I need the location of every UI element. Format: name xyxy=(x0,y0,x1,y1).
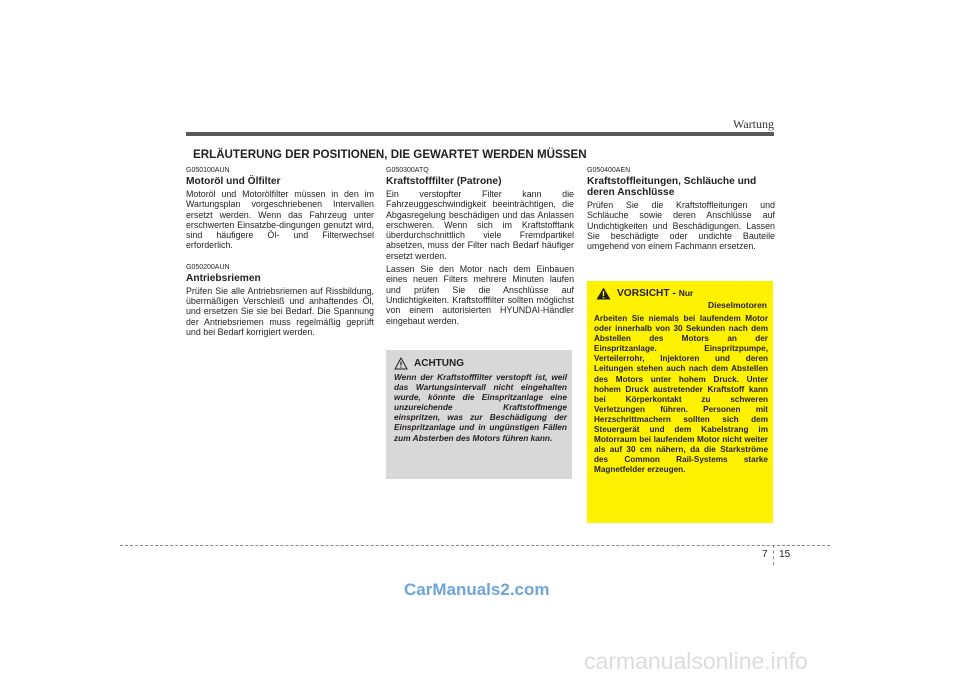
section-body-fuel-filter-2: Lassen Sie den Motor nach dem Einbauen eines neuen Filters mehrere Minuten laufen und prüfen Sie die Anschlüsse auf Undichtigkeiten. Kraftstofffilter sollten möglichst von einem autorisierten HYUNDAI-Händler eingebaut werden. xyxy=(386,264,574,326)
page-number xyxy=(762,549,790,560)
section-body-fuel-filter-1: Ein verstopfter Filter kann die Fahrzeuggeschwindigkeit beeinträchtigen, die Abgasregelung beschädigen und das Anlassen erschweren. Wenn sich im Kraftstofftank überdurchschnittlich viele Fremdpartikel absetzen, muss der Filter nach Bedarf häufiger ersetzt werden. xyxy=(386,189,574,261)
column-1 xyxy=(186,166,374,337)
warning-box xyxy=(587,281,773,523)
page-title: ERLÄUTERUNG DER POSITIONEN, DIE GEWARTET WERDEN MÜSSEN xyxy=(193,148,587,161)
footer-divider xyxy=(120,545,830,546)
chapter-number: 7 xyxy=(762,549,768,560)
caution-title: ACHTUNG xyxy=(414,358,464,369)
section-body-drive-belts: Prüfen Sie alle Antriebsriemen auf Rissbildung, übermäßigen Verschleiß und anhaftendes Öl, und ersetzen Sie sie bei Bedarf. Die Spannung der Antriebsriemen muss regelmäßig geprüft und bei Bedarf korrigiert werden. xyxy=(186,285,374,337)
section-body-engine-oil: Motoröl und Motorölfilter müssen in den im Wartungsplan vorgeschriebenen Intervallen ersetzt werden. Wenn das Fahrzeug unter erschwerten Einsatzbe-dingungen genutzt wird, sind häufigere Öl- und Filterwechsel erforderlich. xyxy=(186,189,374,251)
warning-subtitle: Dieselmotoren xyxy=(707,300,767,310)
caution-triangle-icon xyxy=(394,357,408,370)
section-heading-fuel-lines: Kraftstoffleitungen, Schläuche und deren Anschlüsse xyxy=(587,176,757,198)
caution-box xyxy=(386,350,572,479)
warning-title xyxy=(617,288,693,299)
header-rule xyxy=(186,132,774,136)
column-2 xyxy=(386,166,574,326)
watermark-carmanualsonline[interactable]: carmanualsonline.info xyxy=(584,648,808,674)
section-code: G050100AUN xyxy=(186,167,230,174)
warning-triangle-icon xyxy=(596,287,611,300)
section-code: G050200AUN xyxy=(186,263,230,271)
caution-body: Wenn der Kraftstofffilter verstopft ist, weil das Wartungsintervall nicht eingehalten wurde, könnte die Einspritzanlage eine unzureichende Kraftstoffmenge einspritzen, was zur Beschädigung der Einspritzanlage und in ungünstigen Fällen zum Absterben des Motors führen kann. xyxy=(394,372,567,443)
section-heading-engine-oil: Motoröl und Ölfilter xyxy=(186,176,281,187)
section-heading-drive-belts: Antriebsriemen xyxy=(186,272,261,284)
warning-title-main: VORSICHT - xyxy=(617,288,676,299)
warning-body: Arbeiten Sie niemals bei laufendem Motor oder innerhalb von 30 Sekunden nach dem Abstellen des Motors an der Einspritzanlage. Einspritzpumpe, Verteilerrohr, Injektoren und deren Leitungen stehen auch nach dem Abstellen des Motors unter hohem Druck. Unter hohem Druck austretender Kraftstoff kann bei Körperkontakt zu schweren Verletzungen führen. Personen mit Herzschrittmachern sollten sich dem Steuergerät und dem Kabelstrang im Motorraum bei laufendem Motor nicht weiter als auf 30 cm nähern, da die Starkströme des Common Rail-Systems starke Magnetfelder erzeugen. xyxy=(594,314,768,475)
section-code: G050300ATQ xyxy=(386,167,429,174)
watermark-carmanuals2[interactable]: CarManuals2.com xyxy=(404,580,550,599)
column-3 xyxy=(587,166,775,251)
page-number-value: 15 xyxy=(779,549,791,560)
chapter-title: Wartung xyxy=(732,117,774,131)
warning-title-suffix: Nur xyxy=(678,288,694,298)
section-code: G050400AEN xyxy=(587,167,631,174)
section-heading-fuel-filter: Kraftstofffilter (Patrone) xyxy=(386,176,502,187)
section-body-fuel-lines: Prüfen Sie die Kraftstoffleitungen und Schläuche sowie deren Anschlüsse auf Undichtigkeiten und Beschädigungen. Lassen Sie beschädigte oder undichte Bauteile umgehend von einem Fachmann ersetzen. xyxy=(587,200,775,252)
